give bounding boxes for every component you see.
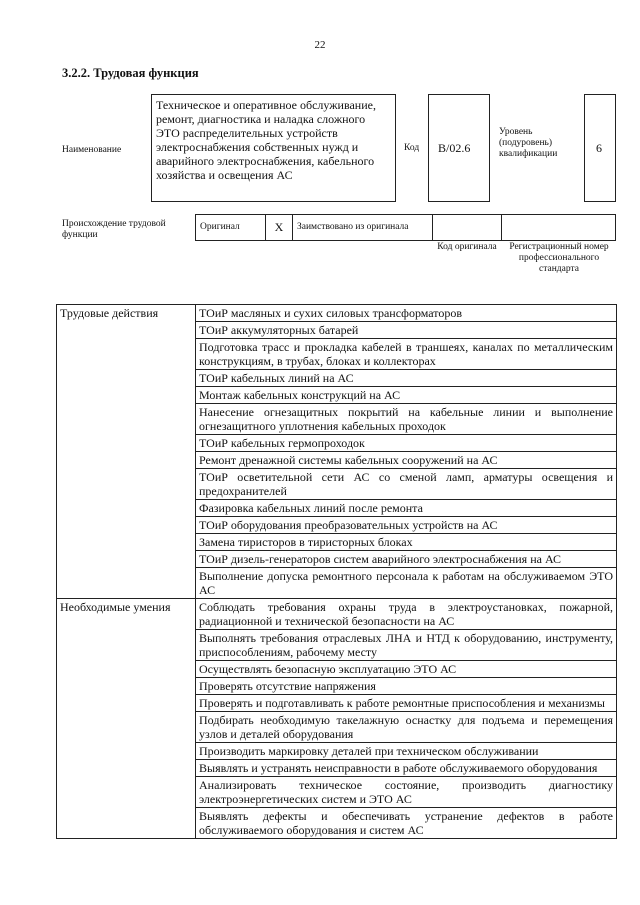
qualification-level-label: Уровень (подуровень) квалификации [499,127,558,159]
labor-action-item: ТОиР дизель-генераторов систем аварийного электроснабжения на АС [196,551,617,568]
qualification-level-value: 6 [596,141,602,155]
page-number: 22 [314,39,326,51]
competency-table [56,304,617,839]
skill-item: Выполнять требования отраслевых ЛНА и НТД к оборудованию, инструменту, приспособлениям, рабочему месту [196,630,617,661]
table-row [57,305,617,322]
labor-action-item: ТОиР кабельных линий на АС [196,370,617,387]
labor-action-item: ТОиР аккумуляторных батарей [196,322,617,339]
origin-label: Происхождение трудовой функции [62,219,166,240]
labor-action-item: Подготовка трасс и прокладка кабелей в траншеях, каналах по металлическим конструкциям, в трубах, блоках и коллекторах [196,339,617,370]
labor-action-item: Выполнение допуска ремонтного персонала к работам на обслуживаемом ЭТО АС [196,568,617,599]
registration-number-caption: Регистрационный номер профессионального стандарта [509,242,609,274]
skill-item: Осуществлять безопасную эксплуатацию ЭТО АС [196,661,617,678]
labor-action-item: ТОиР масляных и сухих силовых трансформаторов [196,305,617,322]
table-row [57,599,617,630]
naming-value: Техническое и оперативное обслуживание, ремонт, диагностика и наладка сложного ЭТО распределительных устройств электроснабжения собственных нужд и аварийного электроснабжения, кабельного хозяйства и освещения АС [151,94,396,202]
naming-label: Наименование [62,145,122,155]
skill-item: Выявлять дефекты и обеспечивать устранение дефектов в работе обслуживаемого оборудования и систем АС [196,808,617,839]
section-title: 3.2.2. Трудовая функция [62,66,199,80]
code-label: Код [404,143,420,153]
origin-table [195,214,616,241]
labor-action-item: ТОиР кабельных гермопроходок [196,435,617,452]
borrowed-label: Заимствовано из оригинала [293,215,433,241]
labor-action-item: Замена тиристоров в тиристорных блоках [196,534,617,551]
labor-action-item: Фазировка кабельных линий после ремонта [196,500,617,517]
skill-item: Подбирать необходимую такелажную оснастку для подъема и перемещения узлов и деталей оборудования [196,712,617,743]
labor-action-item: ТОиР оборудования преобразовательных устройств на АС [196,517,617,534]
labor-action-item: Нанесение огнезащитных покрытий на кабельные линии и выполнение огнезащитного уплотнения кабельных проходок [196,404,617,435]
required-skills-label: Необходимые умения [57,599,196,839]
labor-actions-label: Трудовые действия [57,305,196,599]
skill-item: Анализировать техническое состояние, производить диагностику электроэнергетических систем и ЭТО АС [196,777,617,808]
skill-item: Проверять и подготавливать к работе ремонтные приспособления и механизмы [196,695,617,712]
labor-action-item: Монтаж кабельных конструкций на АС [196,387,617,404]
skill-item: Проверять отсутствие напряжения [196,678,617,695]
original-label: Оригинал [196,215,266,241]
skill-item: Соблюдать требования охраны труда в электроустановках, пожарной, радиационной и технической безопасности на АС [196,599,617,630]
skill-item: Производить маркировку деталей при техническом обслуживании [196,743,617,760]
code-value: B/02.6 [438,141,471,155]
original-mark: X [266,215,293,241]
original-code-cell [433,215,502,241]
skill-item: Выявлять и устранять неисправности в работе обслуживаемого оборудования [196,760,617,777]
registration-number-cell [502,215,616,241]
original-code-caption: Код оригинала [437,242,497,252]
labor-action-item: ТОиР осветительной сети АС со сменой ламп, арматуры освещения и предохранителей [196,469,617,500]
labor-action-item: Ремонт дренажной системы кабельных сооружений на АС [196,452,617,469]
